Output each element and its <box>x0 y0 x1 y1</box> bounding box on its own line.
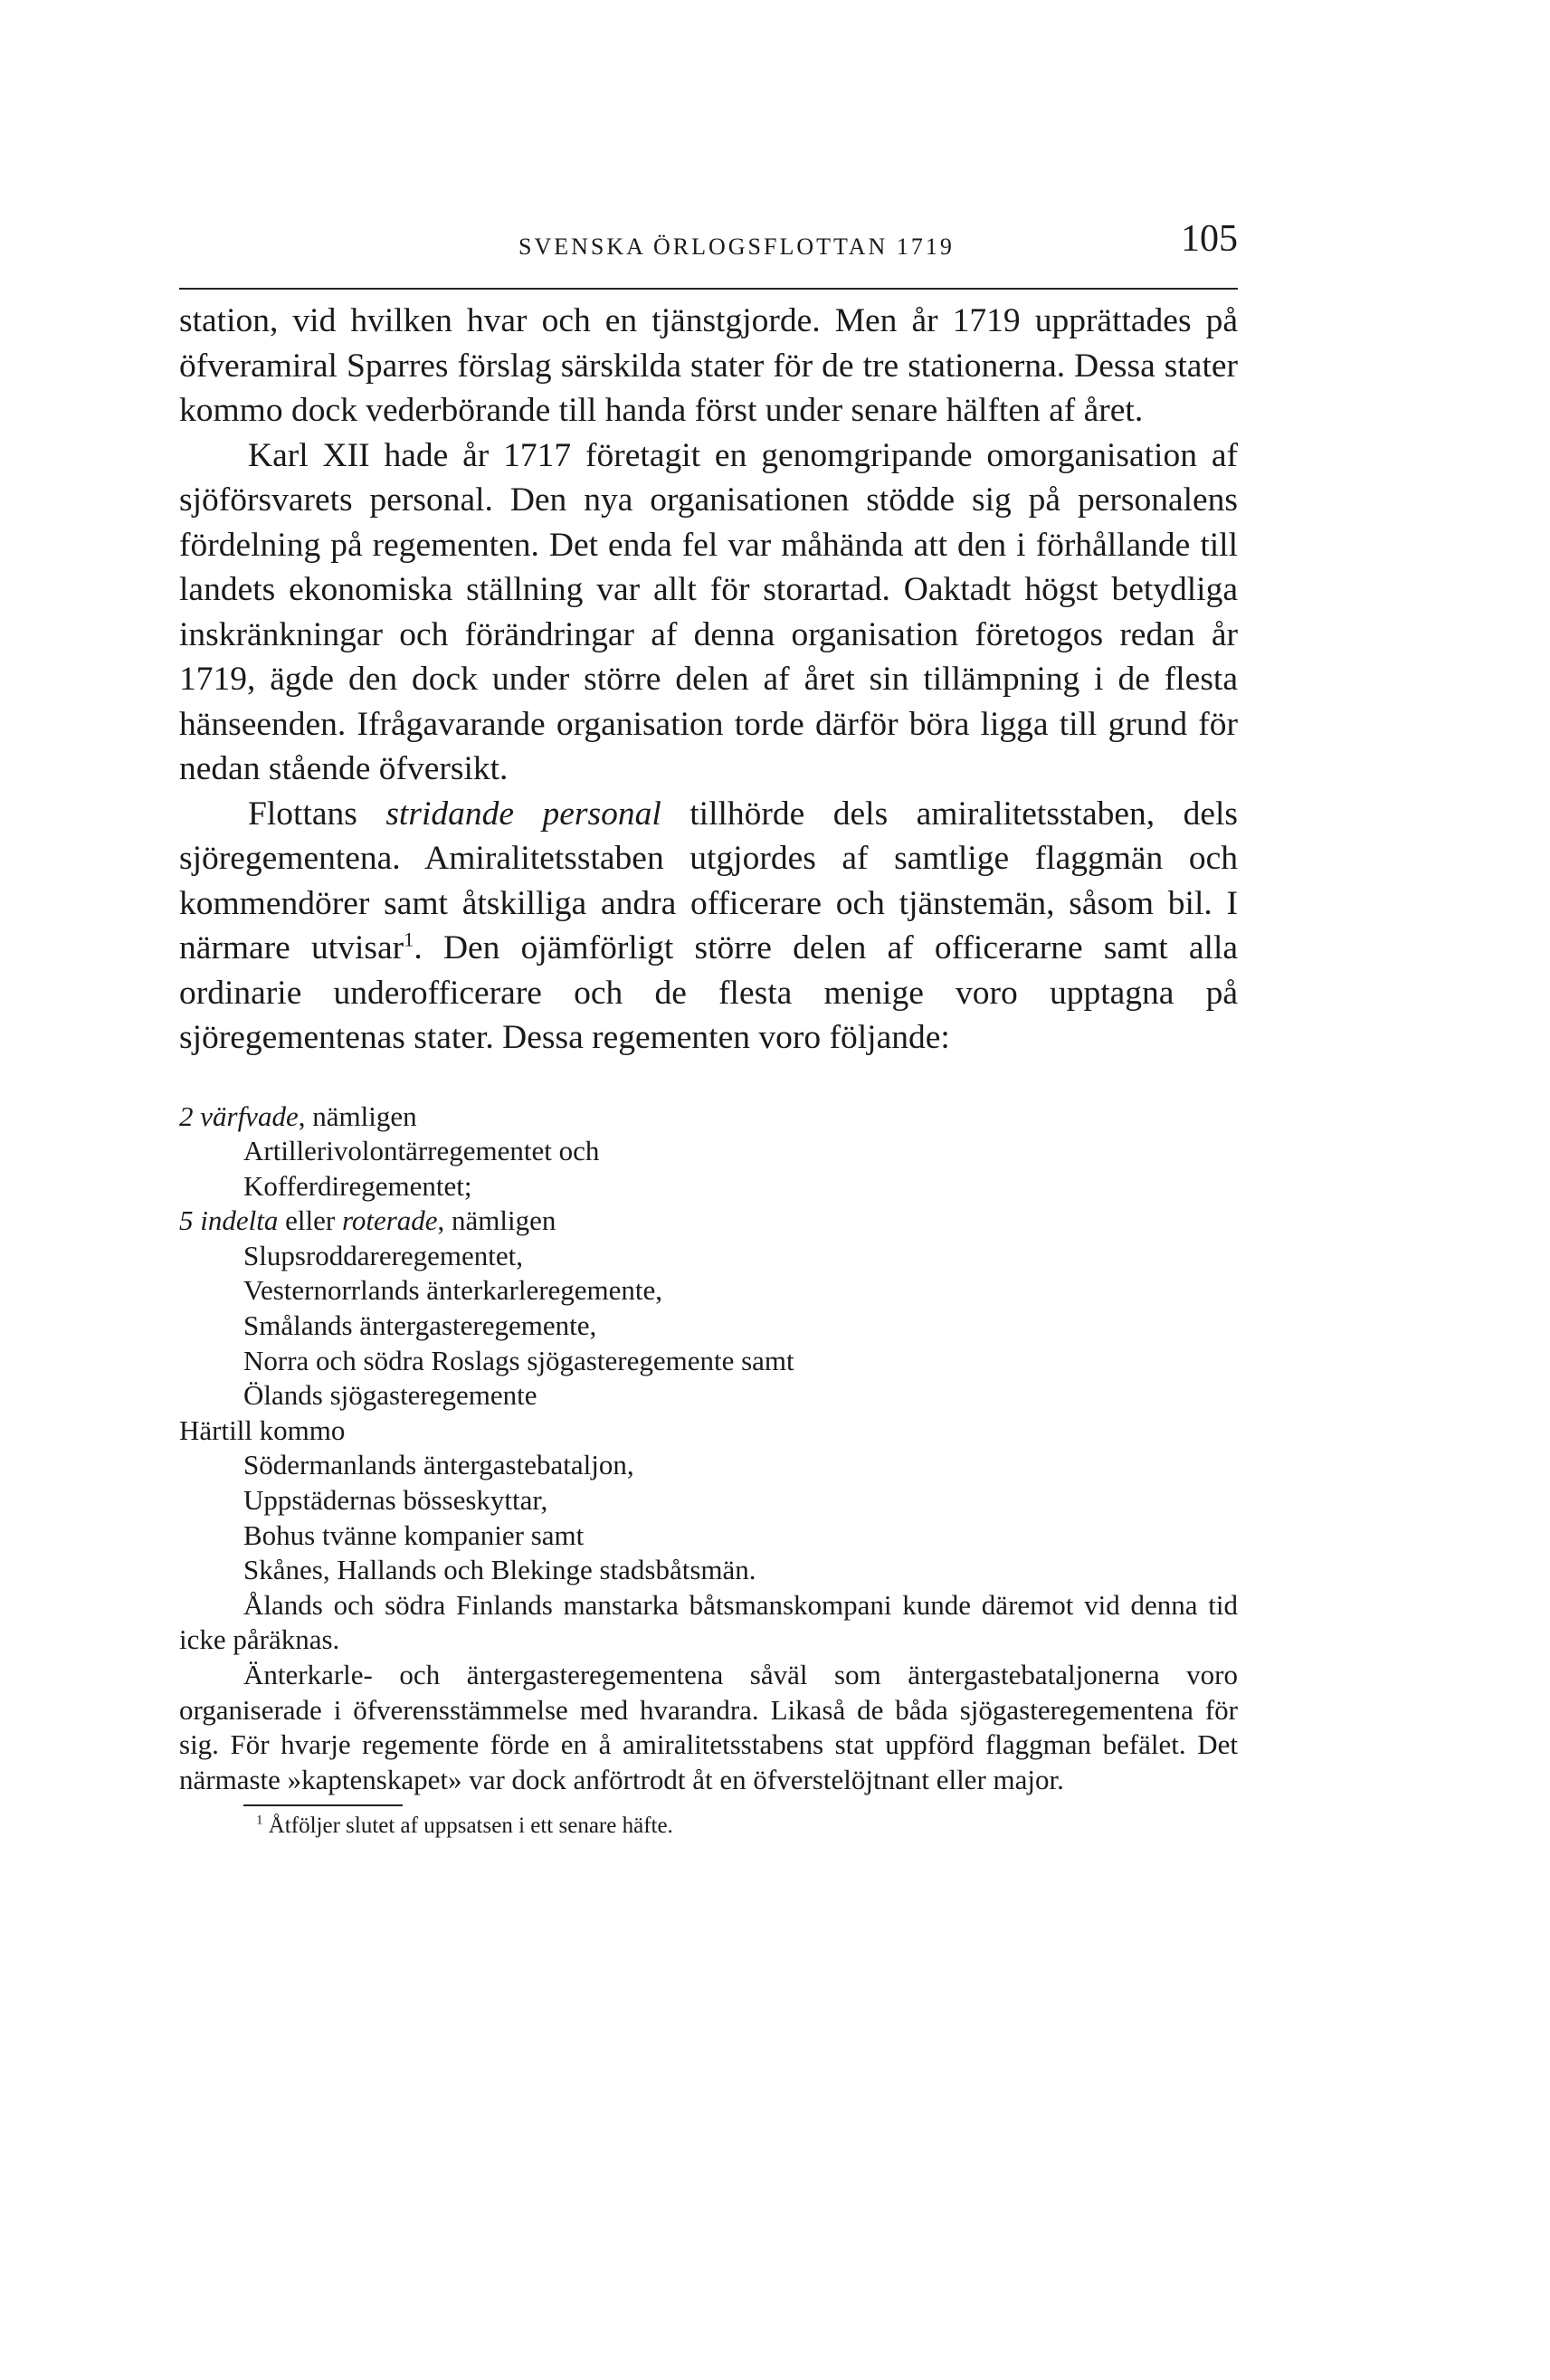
list-lead-italic: roterade <box>341 1204 438 1237</box>
para3-text-1: Flottans <box>248 795 386 833</box>
list-lead-italic: 5 indelta <box>179 1204 279 1237</box>
list-item: Kofferdiregementet; <box>243 1169 472 1202</box>
list-item: Skånes, Hallands och Blekinge stadsbåtsmän. <box>243 1554 756 1586</box>
footnote-divider <box>243 1804 403 1806</box>
list-lead-rest: , nämligen <box>298 1100 417 1132</box>
para3-text-2: tillhörde dels amiralitetsstaben, dels sjöregementena. Amiralitetsstaben utgjordes af samtlige flaggmän och kommendörer samt åtskilliga andra officerare och tjänstemän, såsom bil. I närmare utvisar <box>179 795 1238 966</box>
list-item: Vesternorrlands änterkarleregemente, <box>243 1274 663 1307</box>
running-head: SVENSKA ÖRLOGSFLOTTAN 1719 <box>518 233 955 260</box>
list-lead-mid: eller <box>278 1204 342 1237</box>
list-item: Uppstädernas bösseskyttar, <box>243 1484 548 1517</box>
emphasis-stridande-personal: stridande personal <box>385 795 661 833</box>
paragraph-2: Karl XII hade år 1717 företagit en genomgripande omorganisation af sjöförsvarets personal. Den nya organisationen stödde sig på personalens fördelning på regementen. Det enda fel var måhända att den i förhållande till landets ekonomiska ställning var allt för storartad. Oaktadt högst betydliga inskränkningar och förändringar af denna organisation företogos redan år 1719, ägde den dock under större delen af året sin tillämpning i de flesta hänseenden. Ifrågavarande organisation torde därför böra ligga till grund för nedan stående öfversikt. <box>179 436 1238 787</box>
para3-text-3: . Den ojämförligt större delen af officerarne samt alla ordinarie underofficerare och de flesta menige voro upptagna på sjöregementenas stater. Dessa regementen voro följande: <box>179 929 1239 1056</box>
regiment-list <box>179 1100 1238 1798</box>
footnote <box>256 1812 1238 1841</box>
list-group-heading: Härtill kommo <box>179 1414 346 1446</box>
footnote-mark: 1 <box>256 1814 263 1829</box>
paragraph-3 <box>179 792 1238 1061</box>
footnote-reference: 1 <box>404 928 414 951</box>
small-paragraph: Änterkarle- och äntergasteregementena såväl som äntergastebataljonerna voro organiserade i öfverensstämmelse med hvarandra. Likaså de båda sjögasteregementena för sig. För hvarje regemente förde en å amiralitetsstabens stat uppförd flaggman befälet. Det närmaste »kaptenskapet» var dock anförtrodt åt en öfverstelöjtnant eller major. <box>179 1659 1238 1795</box>
list-item: Norra och södra Roslags sjögasteregemente samt <box>243 1344 794 1376</box>
list-group-heading <box>179 1204 1238 1239</box>
list-lead-rest: , nämligen <box>437 1204 556 1237</box>
list-item: Slupsroddareregementet, <box>243 1239 524 1271</box>
list-item: Bohus tvänne kompanier samt <box>243 1518 585 1551</box>
paragraph-1: station, vid hvilken hvar och en tjänstgjorde. Men år 1719 upprättades på öfveramiral Sparres förslag särskilda stater för de tre stationerna. Dessa stater kommo dock vederbörande till handa först under senare hälften af året. <box>179 302 1238 429</box>
list-item: Södermanlands äntergastebataljon, <box>243 1449 634 1481</box>
body-text <box>179 299 1238 1061</box>
list-item: Ölands sjögasteregemente <box>243 1379 537 1412</box>
list-item: Smålands äntergasteregemente, <box>243 1309 597 1342</box>
footnote-text: Åtföljer slutet af uppsatsen i ett senare häfte. <box>262 1814 673 1839</box>
list-item: Artillerivolontärregementet och <box>243 1135 600 1167</box>
book-page <box>179 217 1238 1841</box>
page-header <box>179 217 1238 290</box>
small-paragraph: Ålands och södra Finlands manstarka båtsmanskompani kunde däremot vid denna tid icke påräknas. <box>179 1588 1238 1656</box>
page-number: 105 <box>1181 218 1238 260</box>
list-lead-italic: 2 värfvade <box>179 1100 299 1132</box>
list-group-heading <box>179 1100 1238 1135</box>
